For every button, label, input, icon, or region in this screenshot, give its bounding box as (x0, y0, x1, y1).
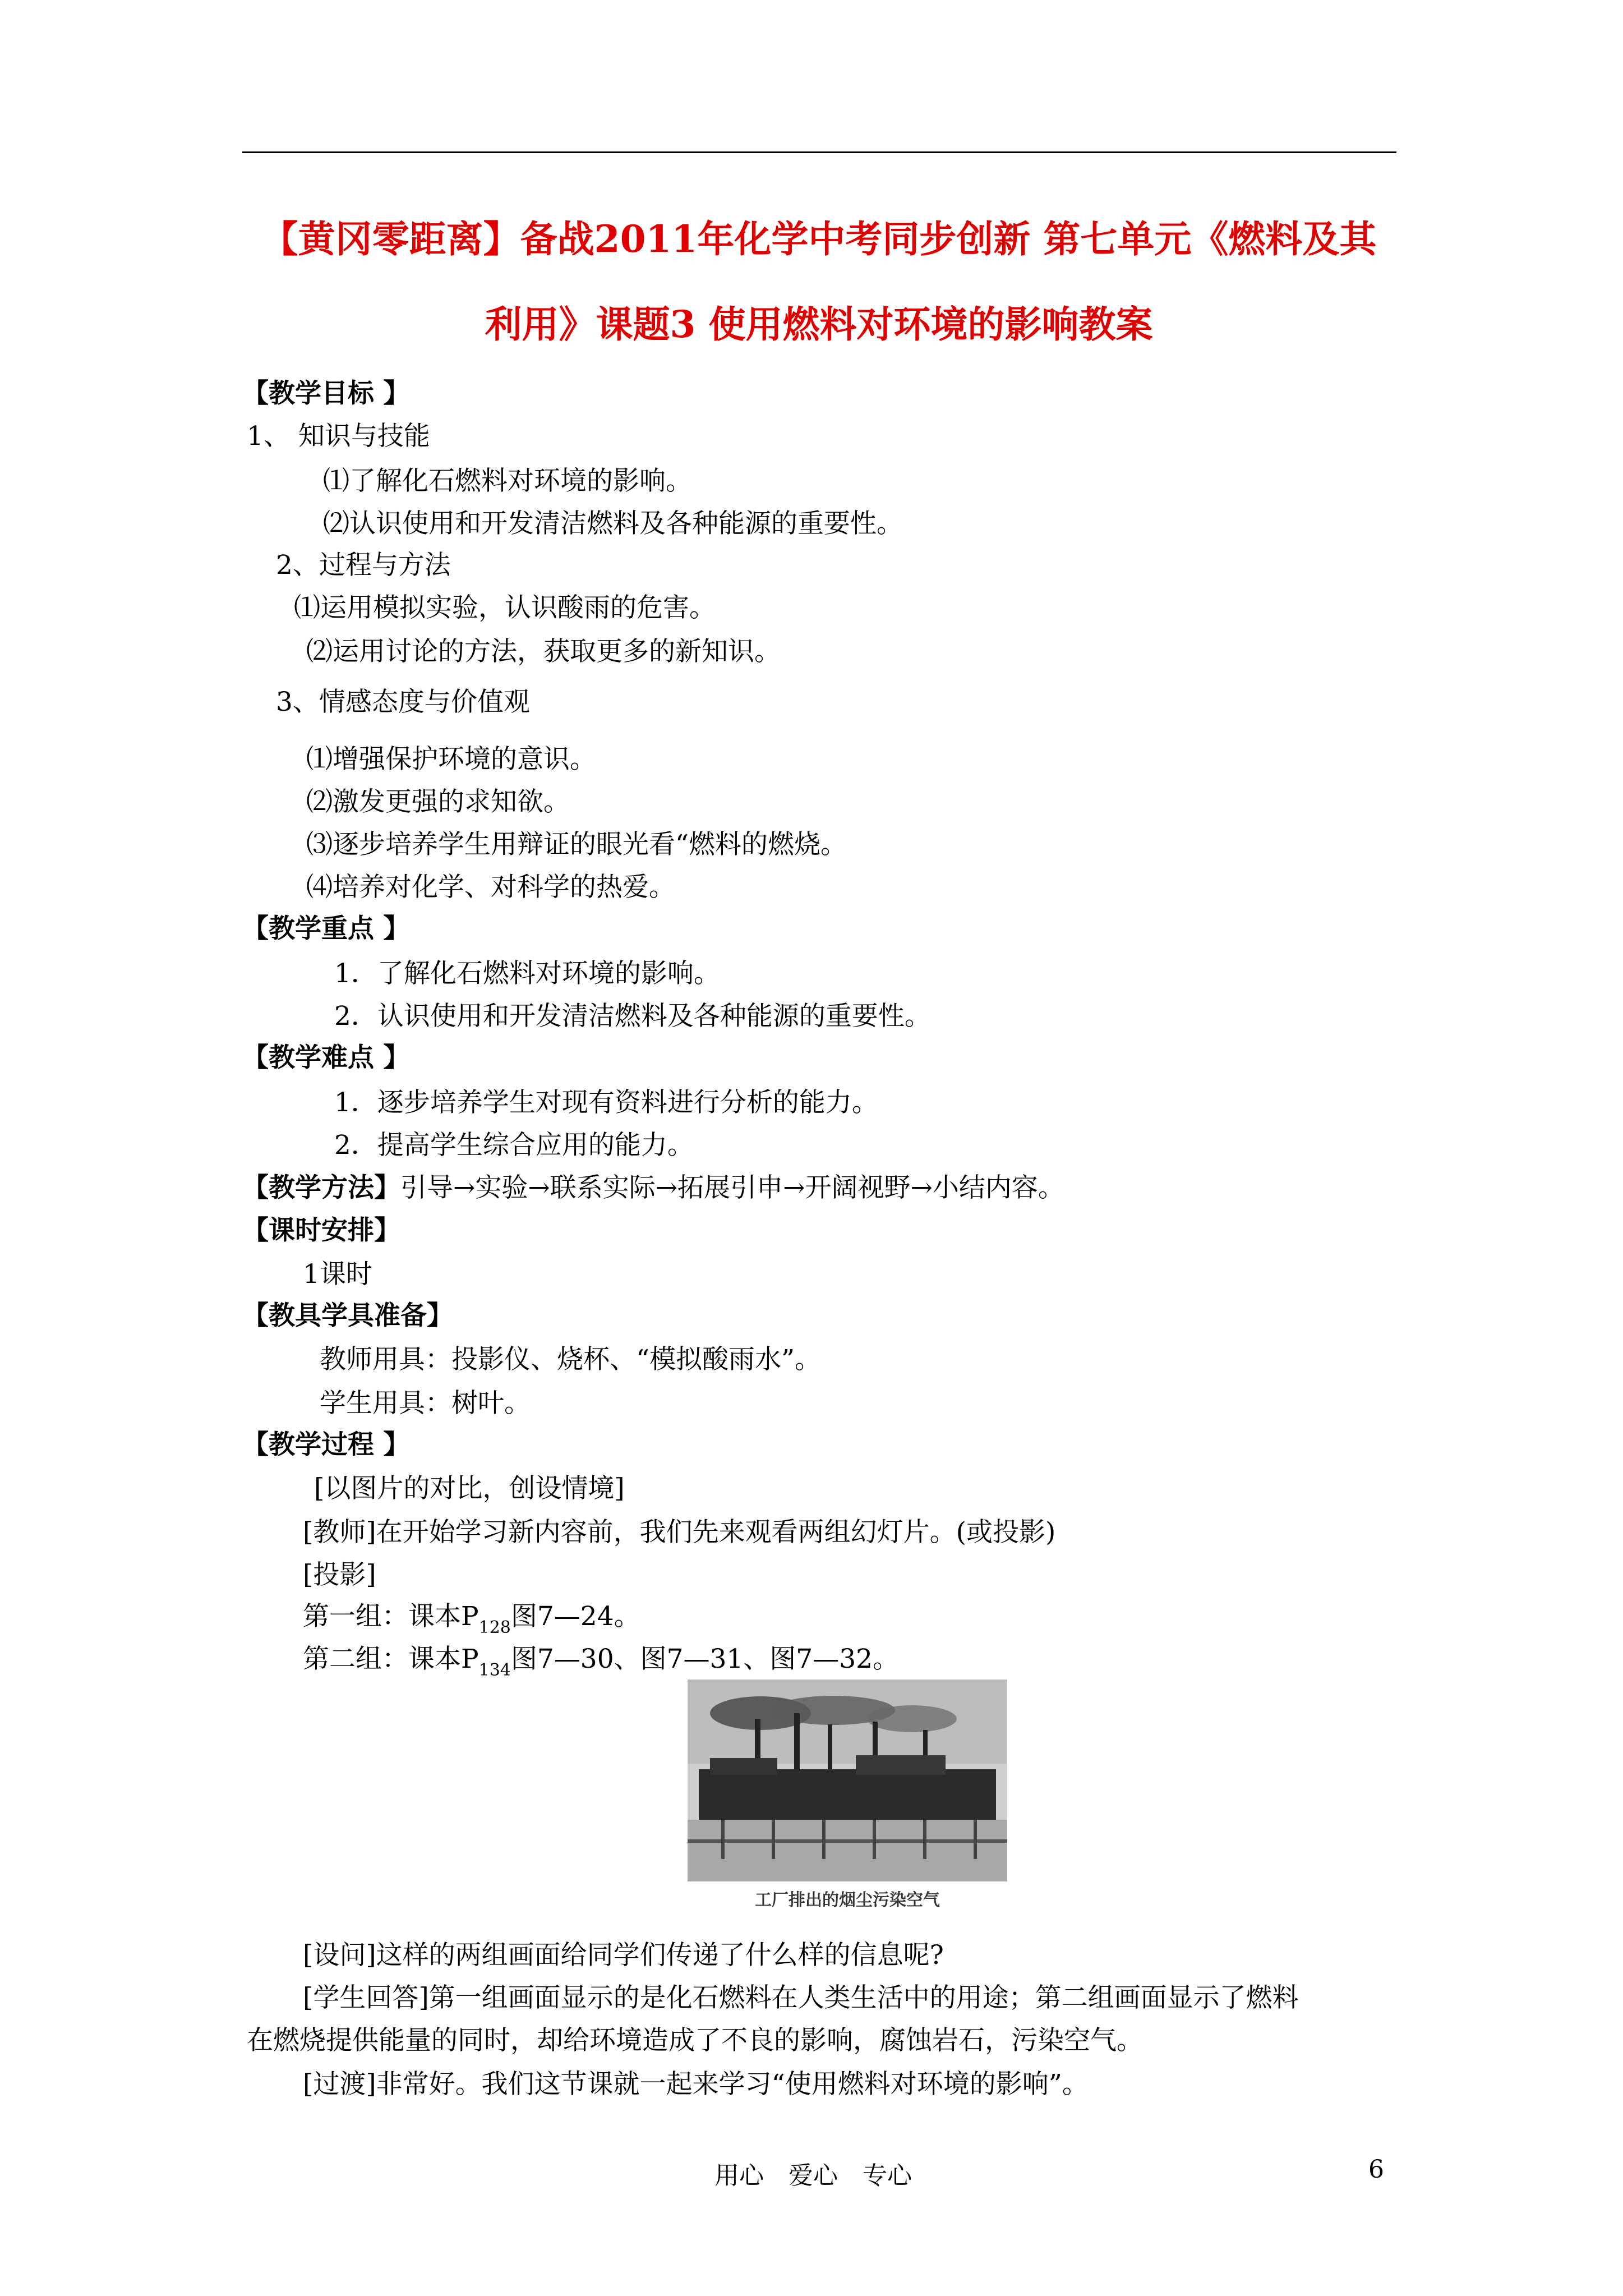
difficulty-1: 1．逐步培养学生对现有资料进行分析的能力。 (334, 1087, 878, 1118)
tools-teacher: 教师用具：投影仪、烧杯、“模拟酸雨水”。 (320, 1344, 822, 1375)
page-number: 6 (1368, 2155, 1384, 2184)
p4-text-a: 第一组：课本P (303, 1601, 479, 1632)
factory-smoke-figure (688, 1680, 1007, 1915)
process-heading: 【教学过程 】 (242, 1429, 410, 1460)
p4-text-b: 图7—24。 (510, 1601, 640, 1632)
difficulties-heading: 【教学难点 】 (242, 1042, 410, 1073)
goals-s1-item-1: ⑴了解化石燃料对环境的影响。 (323, 466, 692, 496)
goals-s2-item-1: ⑴运用模拟实验，认识酸雨的危害。 (294, 592, 716, 623)
process-answer-line-1: [学生回答]第一组画面显示的是化石燃料在人类生活中的用途；第二组画面显示了燃料 (303, 1982, 1299, 2013)
schedule-heading: 【课时安排】 (242, 1215, 400, 1246)
goals-s3-item-2: ⑵激发更强的求知欲。 (306, 786, 570, 817)
goals-s3-item-4: ⑷培养对化学、对科学的热爱。 (306, 872, 675, 903)
method-heading: 【教学方法】 (242, 1172, 400, 1203)
tools-student: 学生用具：树叶。 (320, 1388, 531, 1419)
process-paragraph-4 (303, 1600, 640, 1637)
key-point-2: 2．认识使用和开发清洁燃料及各种能源的重要性。 (334, 1001, 931, 1032)
tools-heading: 【教具学具准备】 (242, 1300, 453, 1331)
p5-text-b: 图7—30、图7—31、图7—32。 (510, 1644, 900, 1674)
goals-heading: 【教学目标 】 (242, 378, 410, 409)
header-rule (242, 151, 1396, 153)
process-transition: [过渡]非常好。我们这节课就一起来学习“使用燃料对环境的影响”。 (303, 2069, 1089, 2100)
difficulty-2: 2．提高学生综合应用的能力。 (334, 1130, 694, 1161)
process-answer-line-2: 在燃烧提供能量的同时，却给环境造成了不良的影响，腐蚀岩石，污染空气。 (247, 2025, 1143, 2056)
process-question: [设问]这样的两组画面给同学们传递了什么样的信息呢? (303, 1940, 944, 1971)
process-paragraph-1: [以图片的对比，创设情境] (314, 1473, 625, 1504)
figure-caption: 工厂排出的烟尘污染空气 (755, 1890, 940, 1910)
goals-s1-item-2: ⑵认识使用和开发清洁燃料及各种能源的重要性。 (323, 508, 903, 539)
schedule-text: 1课时 (303, 1259, 372, 1290)
process-paragraph-5 (303, 1642, 899, 1680)
p5-text-a: 第二组：课本P (303, 1644, 479, 1674)
document-title-line-1: 【黄冈零距离】备战2011年化学中考同步创新 第七单元《燃料及其 (261, 217, 1377, 261)
factory-smoke-image (688, 1680, 1007, 1915)
goals-s2-item-2: ⑵运用讨论的方法，获取更多的新知识。 (306, 636, 781, 667)
goals-s3-item-1: ⑴增强保护环境的意识。 (306, 744, 596, 775)
footer-motto: 用心 爱心 专心 (714, 2161, 912, 2190)
document-title-line-2: 利用》课题3 使用燃料对环境的影响教案 (485, 302, 1153, 346)
key-points-heading: 【教学重点 】 (242, 913, 410, 944)
goals-section-2: 2、过程与方法 (276, 550, 451, 581)
goals-section-1: 1、 知识与技能 (247, 421, 430, 452)
goals-s3-item-3: ⑶逐步培养学生用辩证的眼光看“燃料的燃烧。 (306, 829, 847, 860)
process-paragraph-2: [教师]在开始学习新内容前，我们先来观看两组幻灯片。(或投影) (303, 1517, 1056, 1548)
p5-subscript: 134 (478, 1660, 511, 1680)
method-line (242, 1171, 1064, 1205)
goals-section-3: 3、情感态度与价值观 (276, 687, 530, 717)
key-point-1: 1．了解化石燃料对环境的影响。 (334, 958, 720, 989)
process-paragraph-3: [投影] (303, 1559, 376, 1590)
method-text: 引导→实验→联系实际→拓展引申→开阔视野→小结内容。 (400, 1172, 1064, 1203)
p4-subscript: 128 (478, 1618, 511, 1637)
